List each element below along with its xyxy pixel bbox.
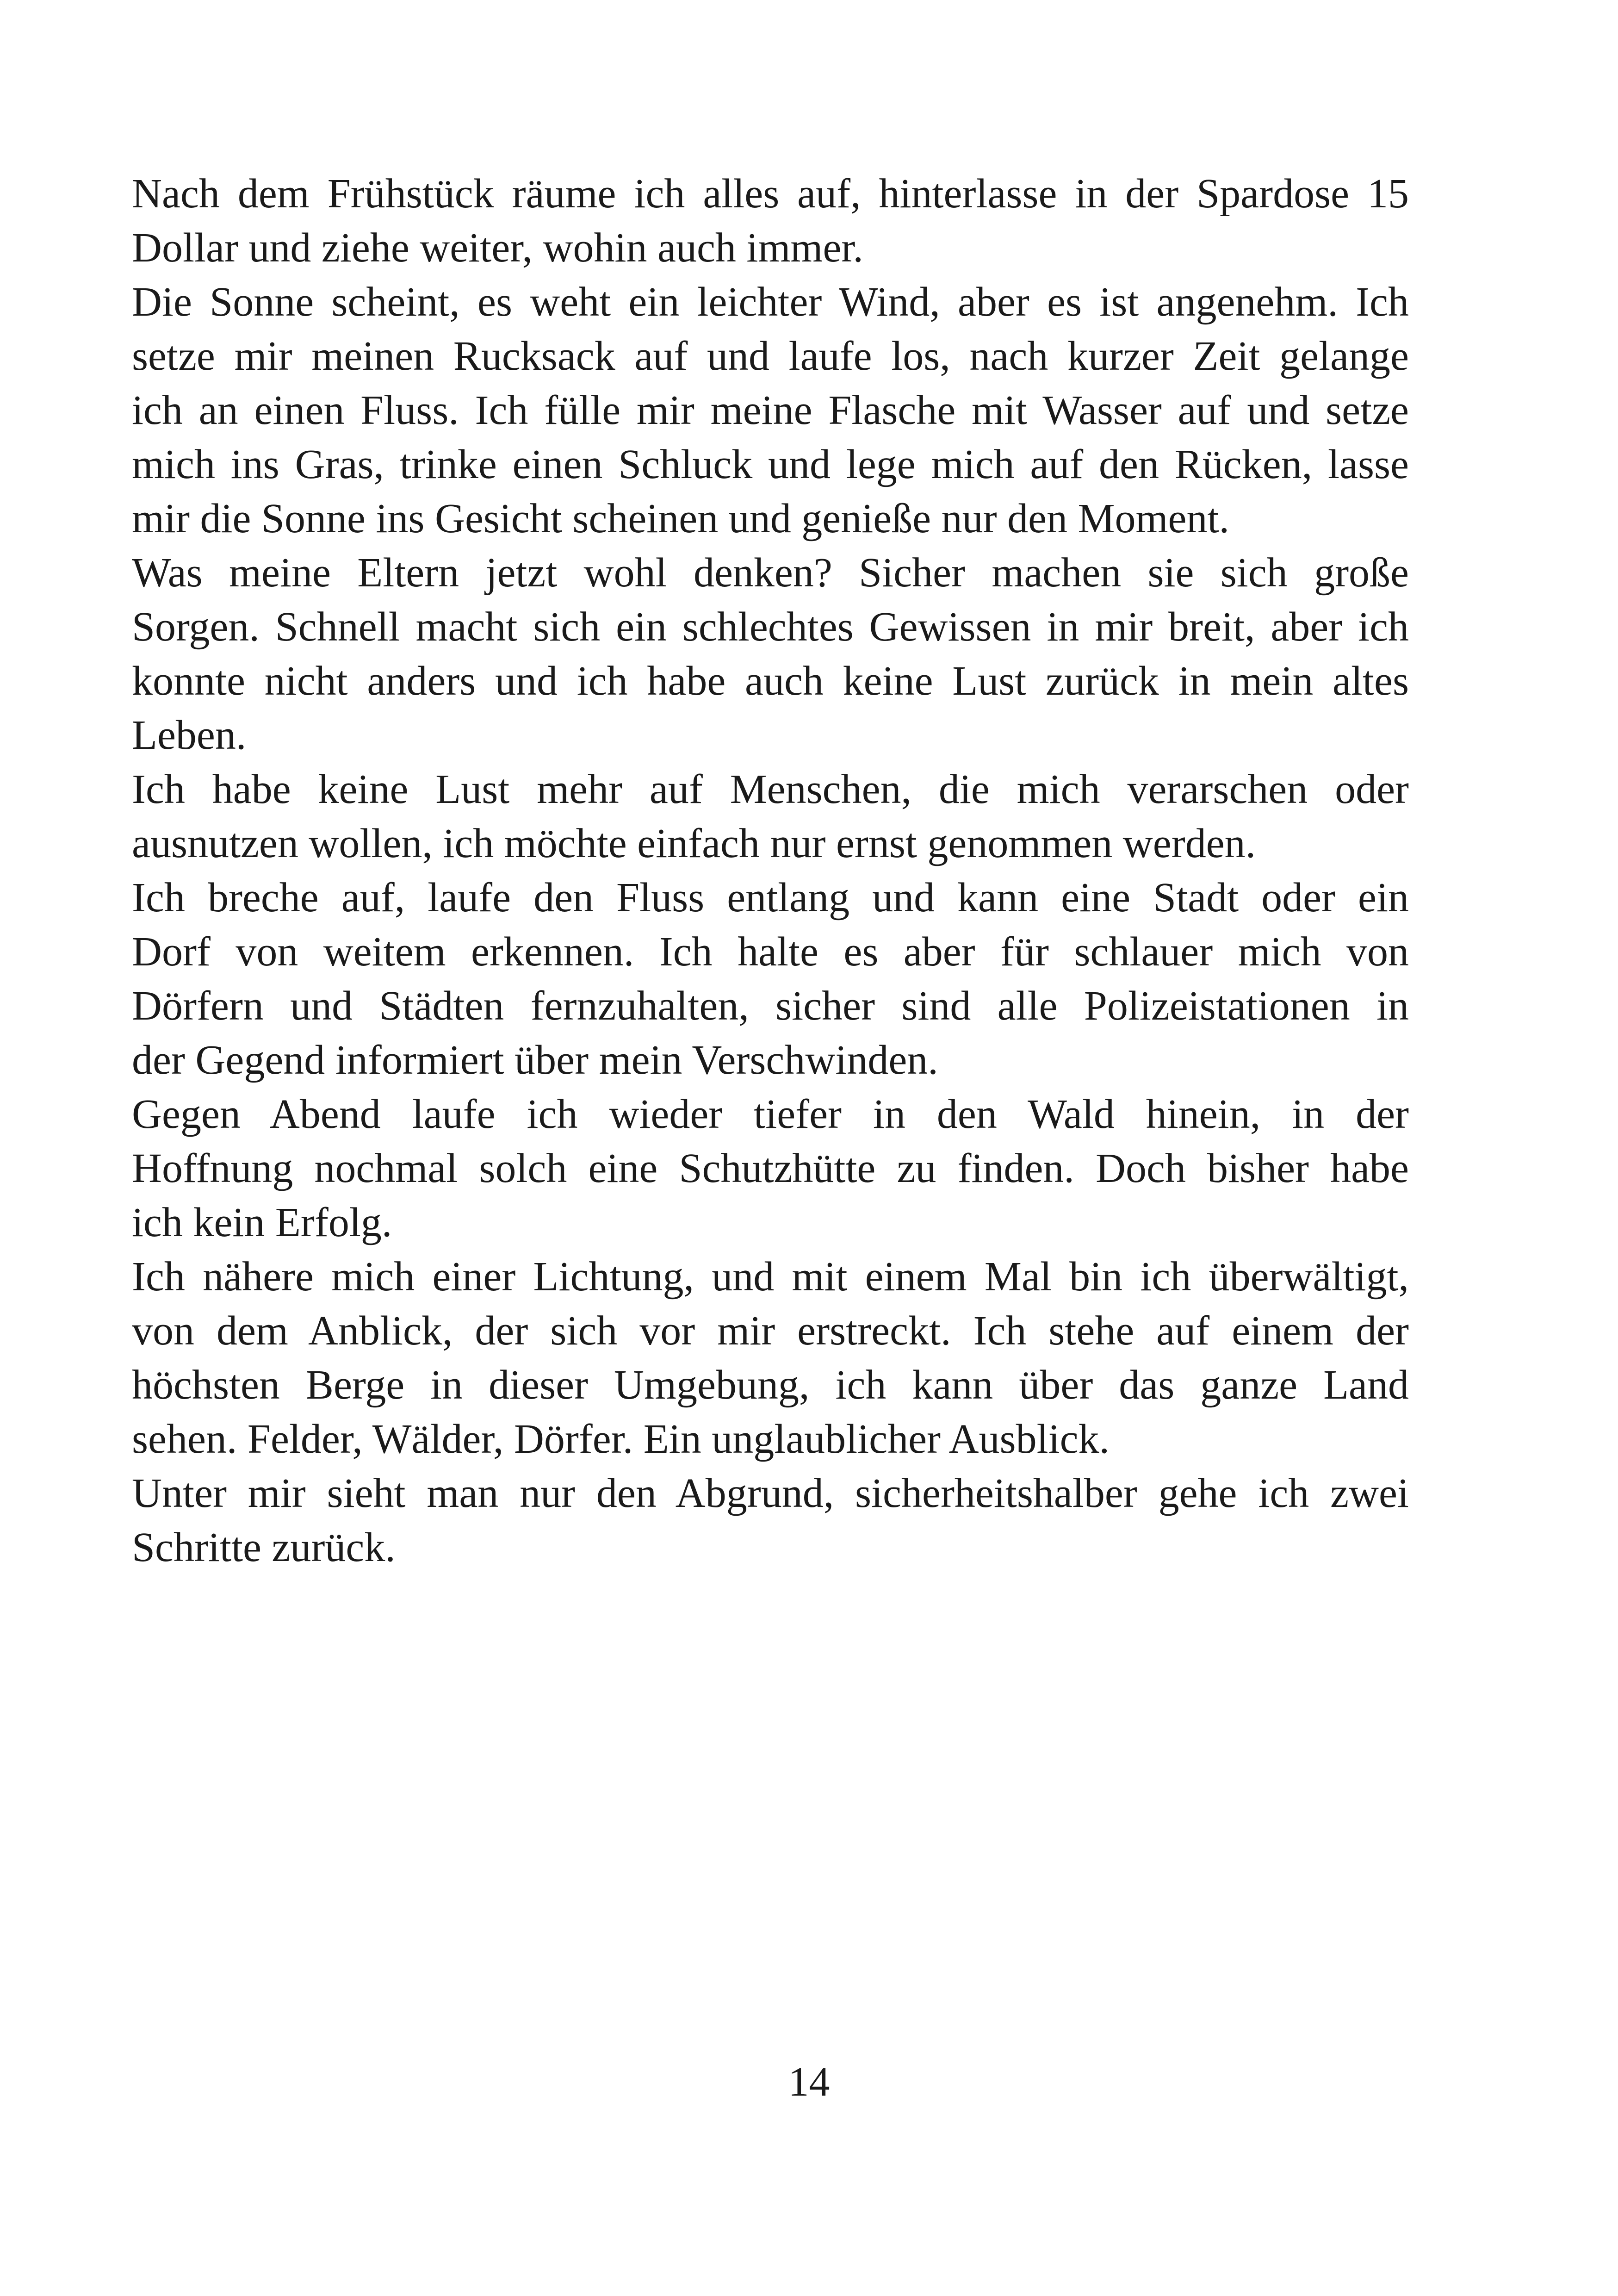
text-line: Unter mir sieht man nur den Abgrund, sicherheitshalber gehe ich zwei xyxy=(132,1470,1409,1516)
text-line: Gegen Abend laufe ich wieder tiefer in den Wald hinein, in der xyxy=(132,1091,1409,1137)
text-line: Dörfern und Städten fernzuhalten, sicher sind alle Polizeistationen in xyxy=(132,983,1409,1029)
text-line: Ich habe keine Lust mehr auf Menschen, die mich verarschen oder xyxy=(132,766,1409,812)
text-line: Nach dem Frühstück räume ich alles auf, hinterlasse in der Spardose 15 xyxy=(132,171,1409,217)
text-line: ich an einen Fluss. Ich fülle mir meine Flasche mit Wasser auf und setze xyxy=(132,387,1409,433)
text-line: mich ins Gras, trinke einen Schluck und lege mich auf den Rücken, lasse xyxy=(132,442,1409,487)
text-line: der Gegend informiert über mein Verschwinden. xyxy=(132,1037,938,1083)
text-line: von dem Anblick, der sich vor mir erstreckt. Ich stehe auf einem der xyxy=(132,1308,1409,1354)
text-line: ausnutzen wollen, ich möchte einfach nur ernst genommen werden. xyxy=(132,821,1256,866)
text-line: ich kein Erfolg. xyxy=(132,1200,392,1245)
text-line: Dollar und ziehe weiter, wohin auch immer. xyxy=(132,225,863,271)
text-line: höchsten Berge in dieser Umgebung, ich kann über das ganze Land xyxy=(132,1362,1409,1408)
body-text xyxy=(132,167,1409,1574)
text-line: setze mir meinen Rucksack auf und laufe los, nach kurzer Zeit gelange xyxy=(132,333,1409,379)
page-number: 14 xyxy=(788,2059,830,2105)
text-line: Schritte zurück. xyxy=(132,1524,396,1570)
text-line: Leben. xyxy=(132,712,247,758)
text-line: Was meine Eltern jetzt wohl denken? Sicher machen sie sich große xyxy=(132,550,1409,596)
text-line: Sorgen. Schnell macht sich ein schlechtes Gewissen in mir breit, aber ich xyxy=(132,604,1409,650)
text-line: konnte nicht anders und ich habe auch keine Lust zurück in mein altes xyxy=(132,658,1409,704)
text-line: Die Sonne scheint, es weht ein leichter Wind, aber es ist angenehm. Ich xyxy=(132,279,1409,325)
text-line: mir die Sonne ins Gesicht scheinen und genieße nur den Moment. xyxy=(132,496,1229,541)
text-line: Hoffnung nochmal solch eine Schutzhütte zu finden. Doch bisher habe xyxy=(132,1145,1409,1191)
text-line: Ich nähere mich einer Lichtung, und mit einem Mal bin ich überwältigt, xyxy=(132,1254,1409,1300)
text-line: sehen. Felder, Wälder, Dörfer. Ein unglaublicher Ausblick. xyxy=(132,1416,1110,1462)
text-line: Dorf von weitem erkennen. Ich halte es aber für schlauer mich von xyxy=(132,929,1409,975)
text-line: Ich breche auf, laufe den Fluss entlang und kann eine Stadt oder ein xyxy=(132,875,1409,921)
